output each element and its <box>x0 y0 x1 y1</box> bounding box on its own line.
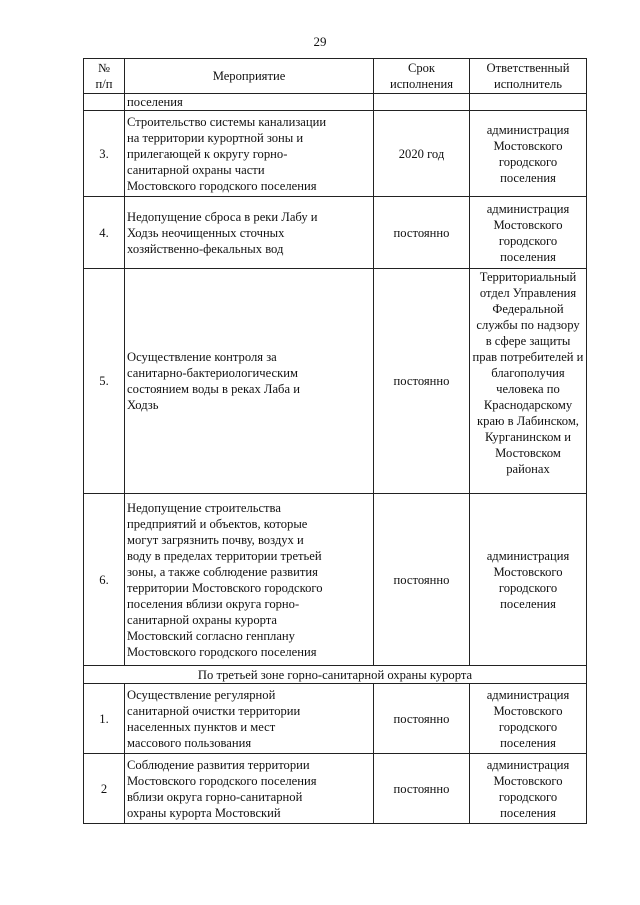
row-responsible: администрация Мостовского городского поселения <box>470 494 587 666</box>
table-row <box>84 111 587 197</box>
row-term: постоянно <box>374 754 470 824</box>
header-activity: Мероприятие <box>125 59 374 94</box>
table-header-row <box>84 59 587 94</box>
row-number: 4. <box>84 197 125 269</box>
row-term: постоянно <box>374 269 470 494</box>
section-row <box>84 666 587 684</box>
row-responsible: администрация Мостовского городского поселения <box>470 197 587 269</box>
row-term: 2020 год <box>374 111 470 197</box>
continuation-text: поселения <box>125 94 374 111</box>
row-number: 2 <box>84 754 125 824</box>
section-title: По третьей зоне горно-санитарной охраны курорта <box>84 666 587 684</box>
row-responsible: администрация Мостовского городского поселения <box>470 111 587 197</box>
row-activity: Осуществление контроля за санитарно-бактериологическим состоянием воды в реках Лаба и Ходзь <box>125 269 374 494</box>
cell-empty <box>374 94 470 111</box>
cell-empty <box>470 94 587 111</box>
row-term: постоянно <box>374 494 470 666</box>
header-responsible: Ответственный исполнитель <box>470 59 587 94</box>
row-activity: Строительство системы канализации на территории курортной зоны и прилегающей к округу горно- санитарной охраны части Мостовского городского поселения <box>125 111 374 197</box>
cell-empty <box>84 94 125 111</box>
table-row <box>84 754 587 824</box>
page-number: 29 <box>313 34 327 49</box>
row-responsible: Территориальный отдел Управления Федеральной службы по надзору в сфере защиты прав потребителей и благополучия человека по Краснодарскому краю в Лабинском, Курганинском и Мостовском районах <box>470 269 587 494</box>
row-activity: Осуществление регулярной санитарной очистки территории населенных пунктов и мест массового пользования <box>125 684 374 754</box>
row-activity: Соблюдение развития территории Мостовского городского поселения вблизи округа горно-санитарной охраны курорта Мостовский <box>125 754 374 824</box>
row-number: 1. <box>84 684 125 754</box>
row-number: 6. <box>84 494 125 666</box>
header-number: № п/п <box>84 59 125 94</box>
measures-table <box>83 58 587 824</box>
table-row <box>84 197 587 269</box>
row-activity: Недопущение сброса в реки Лабу и Ходзь неочищенных сточных хозяйственно-фекальных вод <box>125 197 374 269</box>
row-number: 3. <box>84 111 125 197</box>
table-row <box>84 494 587 666</box>
row-term: постоянно <box>374 684 470 754</box>
row-term: постоянно <box>374 197 470 269</box>
table-row <box>84 269 587 494</box>
continuation-row <box>84 94 587 111</box>
row-activity: Недопущение строительства предприятий и объектов, которые могут загрязнить почву, воздух и воду в пределах территории третьей зоны, а также соблюдение развития территории Мостовского городского поселения вблизи округа горно- санитарной охраны курорта Мостовский согласно генплану Мостовского городского поселения <box>125 494 374 666</box>
header-term: Срок исполнения <box>374 59 470 94</box>
table-row <box>84 684 587 754</box>
row-responsible: администрация Мостовского городского поселения <box>470 684 587 754</box>
row-number: 5. <box>84 269 125 494</box>
row-responsible: администрация Мостовского городского поселения <box>470 754 587 824</box>
